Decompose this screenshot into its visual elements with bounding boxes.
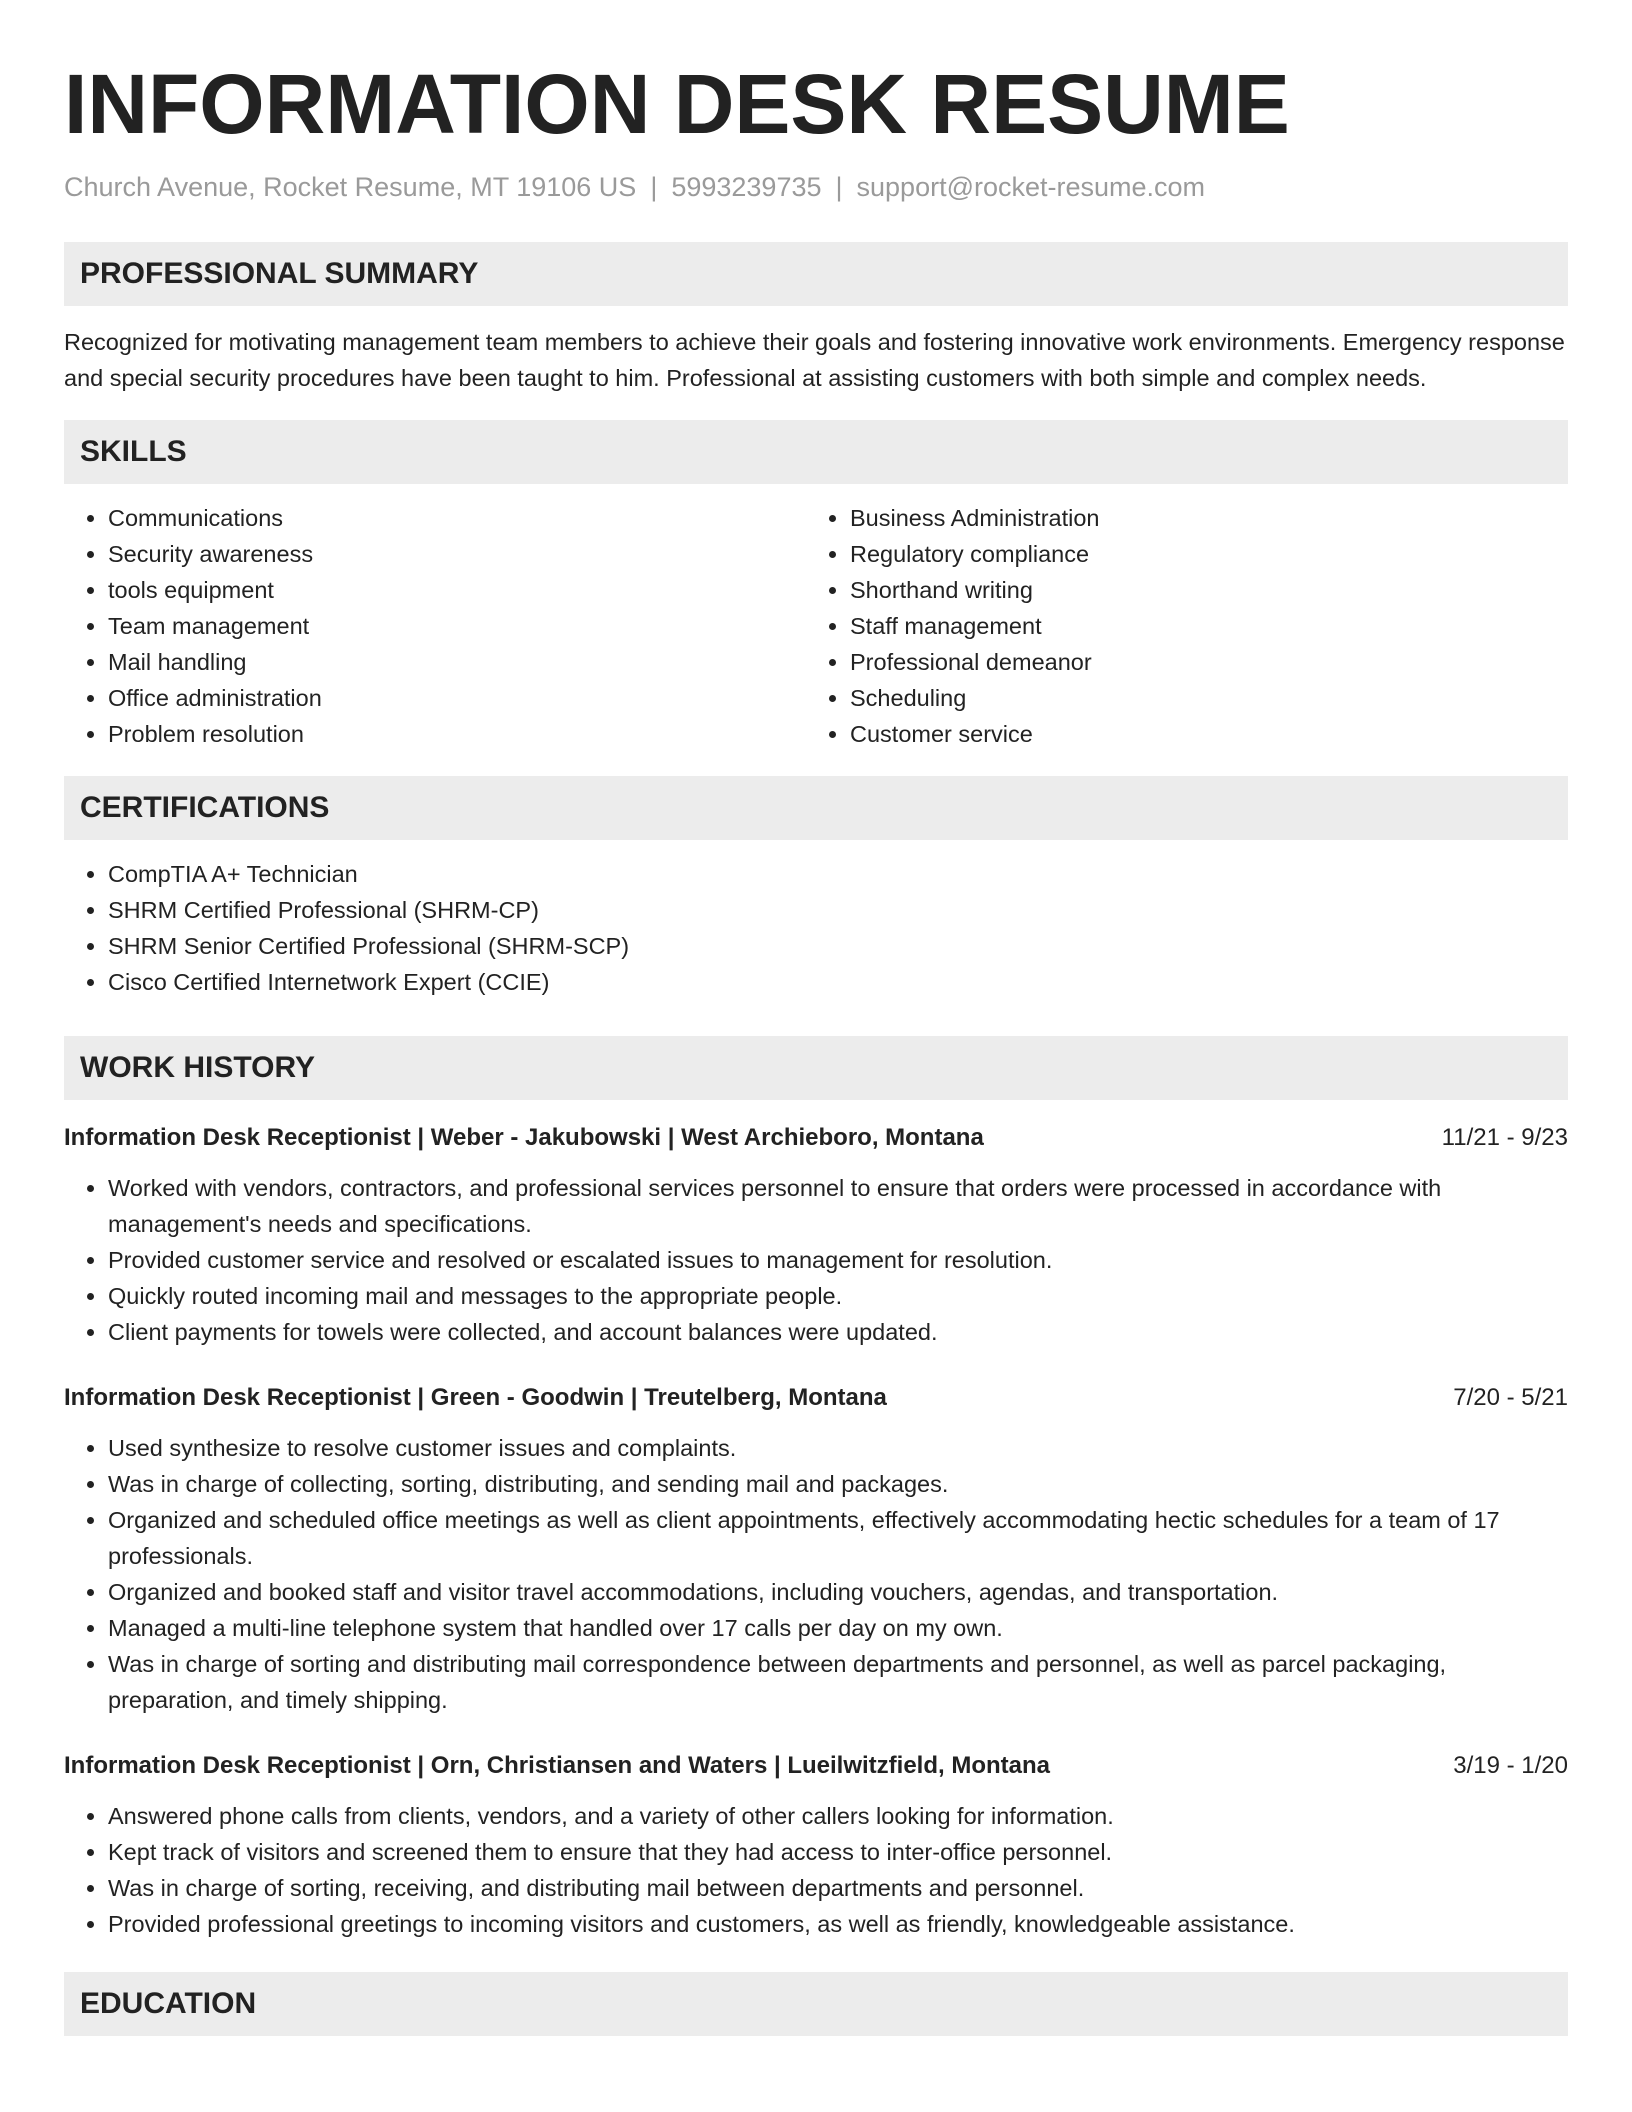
section-header-summary: PROFESSIONAL SUMMARY — [64, 242, 1568, 306]
skill-item: • Mail handling — [108, 644, 806, 680]
skill-item: • Regulatory compliance — [850, 536, 1548, 572]
contact-separator: | — [835, 172, 843, 202]
skills-list — [64, 500, 1568, 752]
job-bullet: • Was in charge of collecting, sorting, distributing, and sending mail and packages. — [108, 1466, 1568, 1502]
certification-item: • SHRM Senior Certified Professional (SHRM-SCP) — [108, 928, 1568, 964]
skill-item: • Scheduling — [850, 680, 1548, 716]
job-bullet: • Client payments for towels were collected, and account balances were updated. — [108, 1314, 1568, 1350]
job-bullet: • Organized and scheduled office meetings as well as client appointments, effectively accommodating hectic schedules for a team of 17 professionals. — [108, 1502, 1568, 1574]
job-bullet: • Managed a multi-line telephone system that handled over 17 calls per day on my own. — [108, 1610, 1568, 1646]
job-bullets — [64, 1798, 1568, 1942]
job-header — [64, 1380, 1568, 1416]
certification-item: • Cisco Certified Internetwork Expert (CCIE) — [108, 964, 1568, 1000]
job-title: Information Desk Receptionist | Orn, Christiansen and Waters | Lueilwitzfield, Montana — [64, 1752, 1051, 1779]
job-header — [64, 1120, 1568, 1156]
job-header — [64, 1748, 1568, 1784]
job-bullet: • Provided professional greetings to incoming visitors and customers, as well as friendly, knowledgeable assistance. — [108, 1906, 1568, 1942]
job-title: Information Desk Receptionist | Weber - Jakubowski | West Archieboro, Montana — [64, 1124, 984, 1151]
job-dates: 7/20 - 5/21 — [1453, 1384, 1568, 1411]
contact-email: support@rocket-resume.com — [856, 172, 1206, 202]
job-bullet: • Used synthesize to resolve customer issues and complaints. — [108, 1430, 1568, 1466]
job-dates: 11/21 - 9/23 — [1441, 1124, 1568, 1151]
job-bullet: • Answered phone calls from clients, vendors, and a variety of other callers looking for information. — [108, 1798, 1568, 1834]
skill-item: • Customer service — [850, 716, 1548, 752]
job-dates: 3/19 - 1/20 — [1453, 1752, 1568, 1779]
job-bullet: • Organized and booked staff and visitor travel accommodations, including vouchers, agendas, and transportation. — [108, 1574, 1568, 1610]
skill-item: • Office administration — [108, 680, 806, 716]
page-title: INFORMATION DESK RESUME — [64, 57, 1290, 151]
skills-column-right — [806, 500, 1548, 752]
skill-item: • Business Administration — [850, 500, 1548, 536]
summary-text: Recognized for motivating management team members to achieve their goals and fostering innovative work environments. Emergency response and special security procedures have been taught to him. Professional at assisting customers with both simple and complex needs. — [64, 329, 1565, 391]
section-header-education: EDUCATION — [64, 1972, 1568, 2036]
certification-item: • CompTIA A+ Technician — [108, 856, 1568, 892]
job-bullet: • Kept track of visitors and screened them to ensure that they had access to inter-office personnel. — [108, 1834, 1568, 1870]
job-entry — [64, 1748, 1568, 1942]
job-title: Information Desk Receptionist | Green - Goodwin | Treutelberg, Montana — [64, 1384, 887, 1411]
section-header-work-history: WORK HISTORY — [64, 1036, 1568, 1100]
job-bullet: • Was in charge of sorting and distributing mail correspondence between departments and personnel, as well as parcel packaging, preparation, and timely shipping. — [108, 1646, 1568, 1718]
contact-phone: 5993239735 — [671, 172, 822, 202]
skill-item: • Communications — [108, 500, 806, 536]
section-header-skills: SKILLS — [64, 420, 1568, 484]
job-bullet: • Was in charge of sorting, receiving, and distributing mail between departments and personnel. — [108, 1870, 1568, 1906]
contact-line — [64, 170, 1568, 204]
contact-separator: | — [650, 172, 658, 202]
skill-item: • Professional demeanor — [850, 644, 1548, 680]
job-entry — [64, 1380, 1568, 1718]
skill-item: • Problem resolution — [108, 716, 806, 752]
job-bullet: • Provided customer service and resolved or escalated issues to management for resolution. — [108, 1242, 1568, 1278]
skill-item: • Staff management — [850, 608, 1548, 644]
certification-item: • SHRM Certified Professional (SHRM-CP) — [108, 892, 1568, 928]
job-bullets — [64, 1430, 1568, 1718]
skill-item: • Team management — [108, 608, 806, 644]
section-header-certifications: CERTIFICATIONS — [64, 776, 1568, 840]
job-bullets — [64, 1170, 1568, 1350]
job-bullet: • Quickly routed incoming mail and messages to the appropriate people. — [108, 1278, 1568, 1314]
skill-item: • Security awareness — [108, 536, 806, 572]
skills-column-left — [64, 500, 806, 752]
job-entry — [64, 1120, 1568, 1350]
skill-item: • tools equipment — [108, 572, 806, 608]
certifications-list — [64, 856, 1568, 1000]
skill-item: • Shorthand writing — [850, 572, 1548, 608]
job-bullet: • Worked with vendors, contractors, and professional services personnel to ensure that orders were processed in accordance with management's needs and specifications. — [108, 1170, 1568, 1242]
contact-address: Church Avenue, Rocket Resume, MT 19106 US — [64, 172, 637, 202]
